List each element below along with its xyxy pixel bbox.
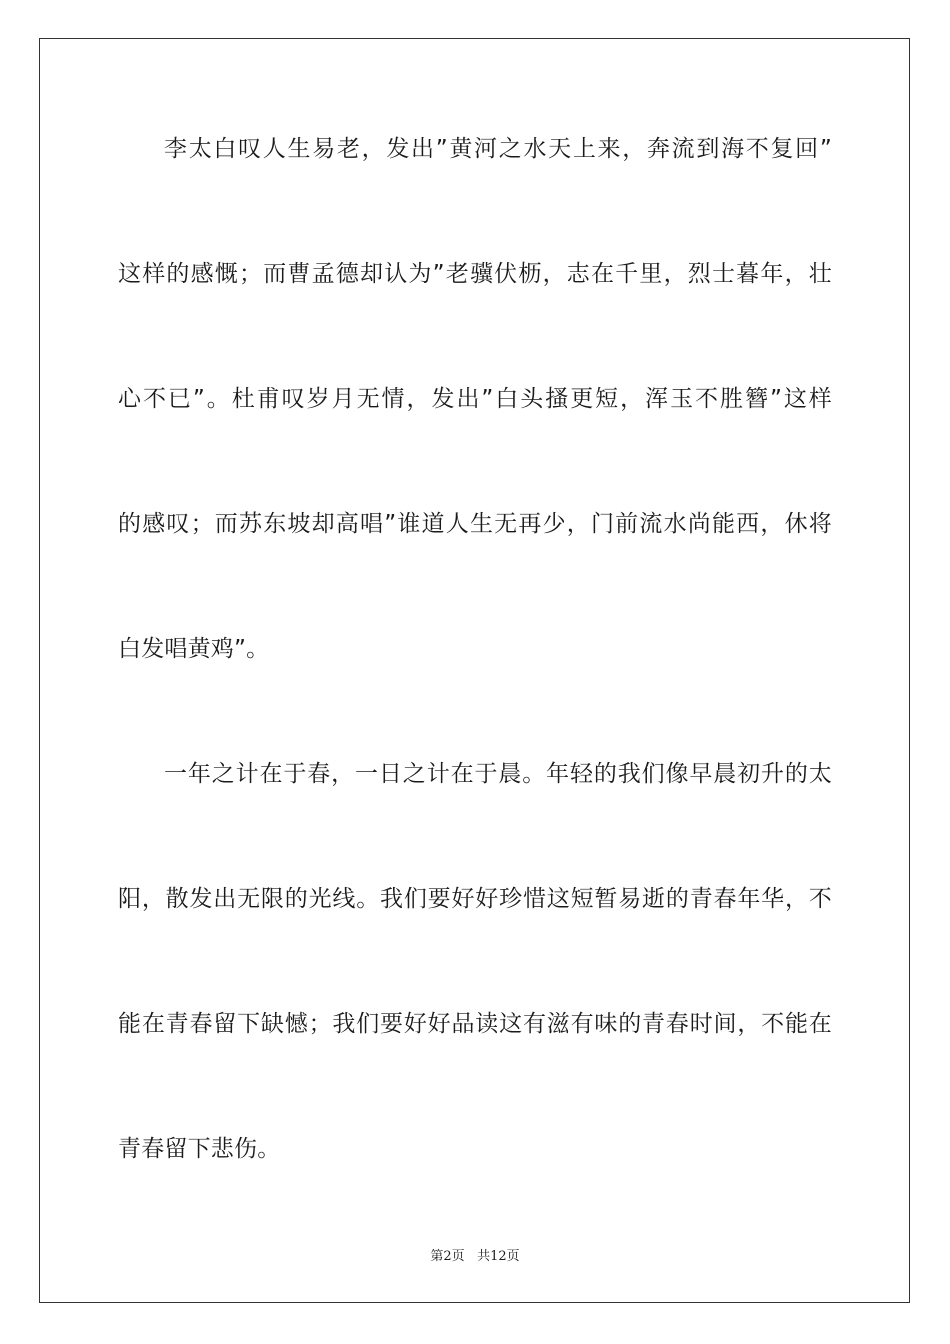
text-line: 能在青春留下缺憾；我们要好好品读这有滋有味的青春时间，不能在	[118, 1011, 832, 1037]
page-total: 共12页	[477, 1249, 520, 1264]
text-line: 白发唱黄鸡”。	[118, 636, 270, 662]
text-line: 青春留下悲伤。	[118, 1136, 281, 1162]
text-line: 的感叹；而苏东坡却高唱”谁道人生无再少，门前流水尚能西，休将	[118, 511, 832, 537]
page-footer	[0, 1248, 950, 1266]
text-line: 这样的感慨；而曹孟德却认为”老骥伏枥，志在千里，烈士暮年，壮	[118, 261, 832, 287]
text-line: 一年之计在于春，一日之计在于晨。年轻的我们像早晨初升的太	[164, 761, 832, 787]
text-line: 李太白叹人生易老，发出”黄河之水天上来，奔流到海不复回”	[164, 136, 832, 162]
text-line: 心不已”。杜甫叹岁月无情，发出”白头搔更短，浑玉不胜簪”这样	[118, 386, 832, 412]
text-line: 阳，散发出无限的光线。我们要好好珍惜这短暂易逝的青春年华，不	[118, 886, 832, 912]
page-number: 第2页	[430, 1249, 465, 1264]
page-border	[39, 38, 910, 1303]
